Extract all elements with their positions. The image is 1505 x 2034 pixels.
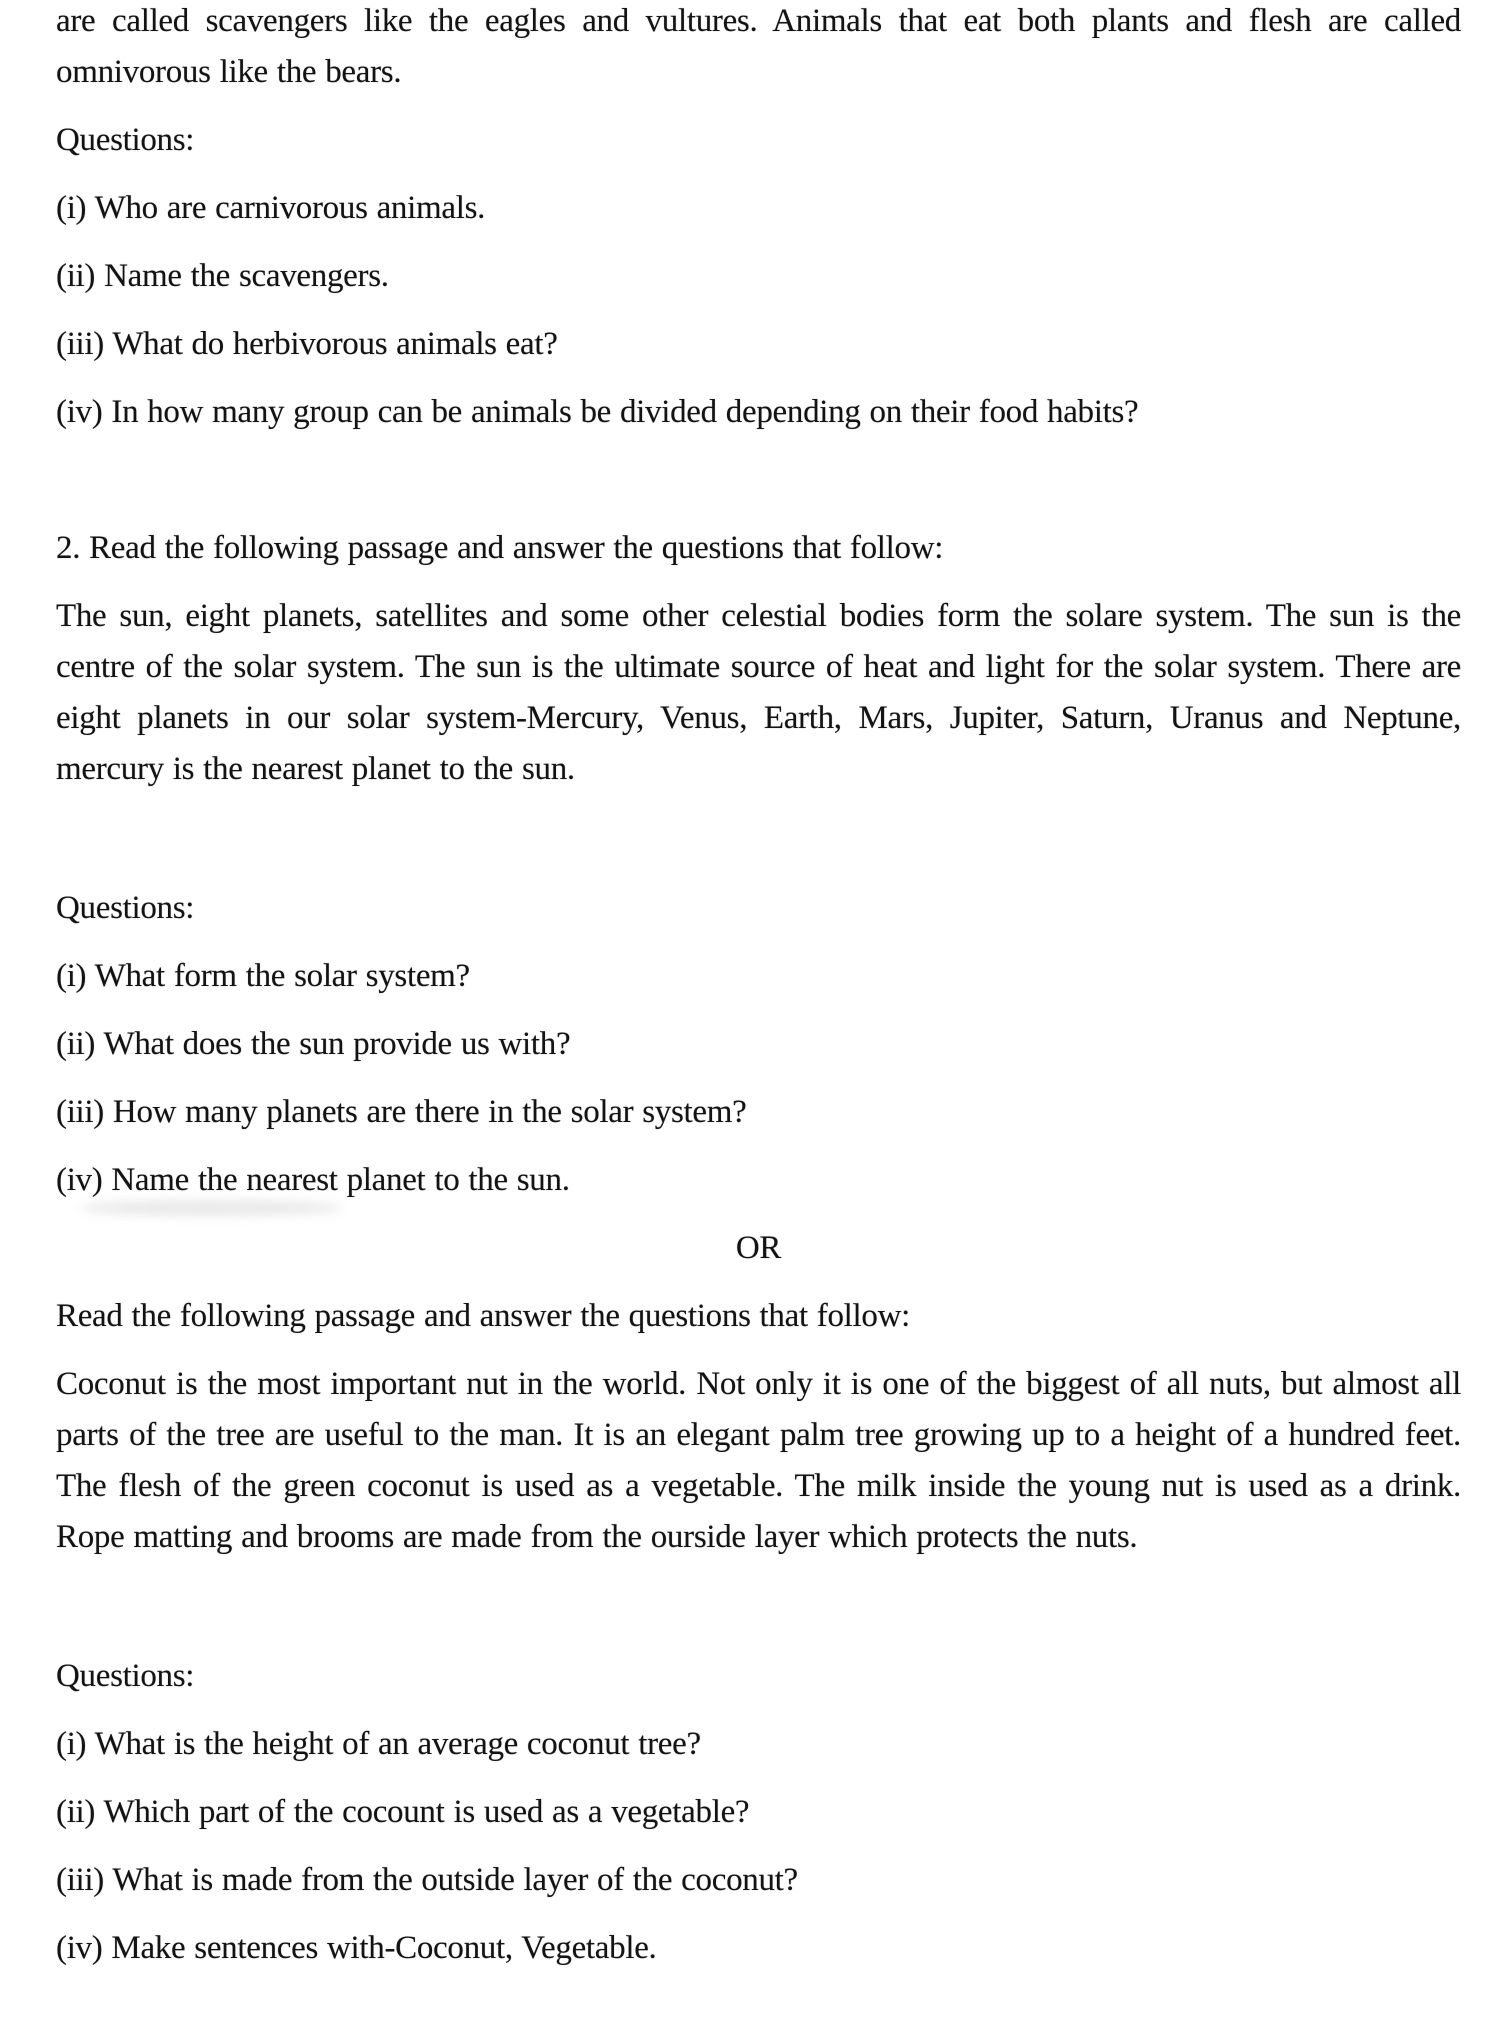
solar-question-ii: (ii) What does the sun provide us with? [56, 1026, 571, 1062]
coconut-section-heading: Read the following passage and answer the questions that follow: [56, 1298, 911, 1334]
scan-smudge-artifact [80, 1200, 342, 1216]
solar-questions-label: Questions: [56, 890, 195, 926]
coconut-question-ii: (ii) Which part of the cocount is used as a vegetable? [56, 1794, 750, 1830]
coconut-question-iv: (iv) Make sentences with-Coconut, Vegetable. [56, 1930, 657, 1966]
solar-question-iii: (iii) How many planets are there in the solar system? [56, 1094, 747, 1130]
animals-question-ii: (ii) Name the scavengers. [56, 258, 389, 294]
coconut-question-i: (i) What is the height of an average coconut tree? [56, 1726, 701, 1762]
animals-question-iv: (iv) In how many group can be animals be divided depending on their food habits? [56, 394, 1139, 430]
solar-question-i: (i) What form the solar system? [56, 958, 470, 994]
coconut-question-iii: (iii) What is made from the outside layer of the coconut? [56, 1862, 798, 1898]
coconut-passage: Coconut is the most important nut in the world. Not only it is one of the biggest of all nuts, but almost all parts of the tree are useful to the man. It is an elegant palm tree growing up to a height of a hundred feet. The flesh of the green coconut is used as a vegetable. The milk inside the young nut is used as a drink. Rope matting and brooms are made from the ourside layer which protects the nuts. [56, 1366, 1461, 1555]
solar-passage: The sun, eight planets, satellites and some other celestial bodies form the solare system. The sun is the centre of the solar system. The sun is the ultimate source of heat and light for the solar system. There are eight planets in our solar system-Mercury, Venus, Earth, Mars, Jupiter, Saturn, Uranus and Neptune, mercury is the nearest planet to the sun. [56, 598, 1461, 787]
animals-passage-continuation: are called scavengers like the eagles and vultures. Animals that eat both plants and flesh are called omnivorous like the bears. [56, 3, 1461, 90]
solar-question-iv: (iv) Name the nearest planet to the sun. [56, 1162, 570, 1198]
animals-question-iii: (iii) What do herbivorous animals eat? [56, 326, 558, 362]
animals-questions-label: Questions: [56, 122, 195, 158]
solar-section-heading: 2. Read the following passage and answer the questions that follow: [56, 530, 944, 566]
or-separator: OR [735, 1230, 782, 1266]
coconut-questions-label: Questions: [56, 1658, 195, 1694]
animals-question-i: (i) Who are carnivorous animals. [56, 190, 486, 226]
